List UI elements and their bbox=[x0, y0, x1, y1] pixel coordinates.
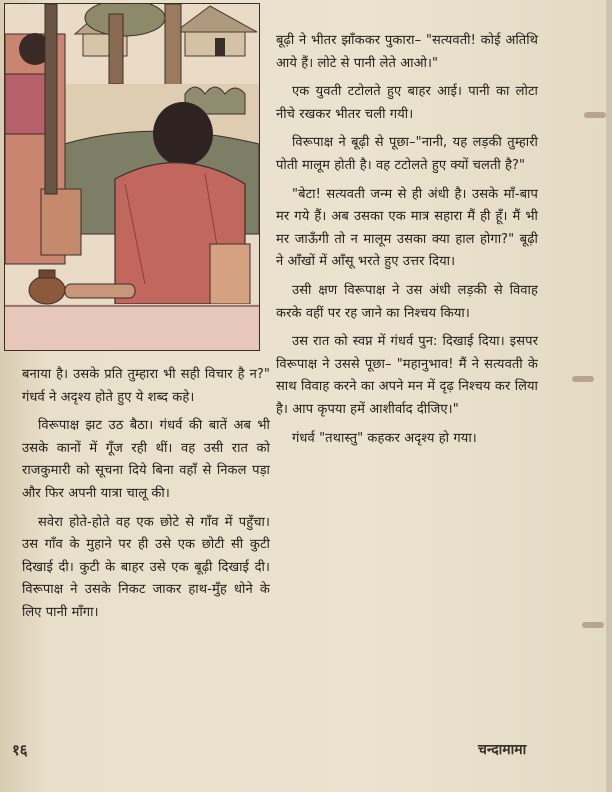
paragraph: उसी क्षण विरूपाक्ष ने उस अंधी लड़की से विवाह करके वहीं पर रह जाने का निश्चय किया। bbox=[276, 282, 538, 321]
magazine-name: चन्दामामा bbox=[478, 742, 527, 758]
illustration-art bbox=[5, 4, 259, 350]
binding-mark bbox=[572, 376, 594, 382]
paragraph: एक युवती टटोलते हुए बाहर आई। पानी का लोटा नीचे रखकर भीतर चली गयी। bbox=[276, 84, 538, 122]
binding-mark bbox=[584, 112, 606, 118]
paragraph: उस रात को स्वप्न में गंधर्व पुन: दिखाई दिया। इसपर विरूपाक्ष ने उससे पूछा– "महानुभाव! मैं ने सत्यवती के साथ विवाह करने का अपने मन में दृढ़ निश्चय कर लिया है। आप कृपया हमें आशीर्वाद दीजिए।" bbox=[276, 334, 538, 417]
paragraph: बनाया है। उसके प्रति तुम्हारा भी सही विचार है न?" गंधर्व ने अदृश्य होते हुए ये शब्द कहे। bbox=[22, 367, 270, 405]
page-number: १६ bbox=[12, 741, 28, 759]
story-illustration bbox=[4, 3, 260, 351]
paragraph: विरूपाक्ष झट उठ बैठा। गंधर्व की बातें अब भी उसके कानों में गूँज रही थीं। वह उसी रात को राजकुमारी को सूचना दिये बिना वहाँ से निकल पड़ा और फिर अपनी यात्रा चालू की। bbox=[22, 418, 270, 501]
binding-mark bbox=[582, 622, 604, 628]
paragraph: गंधर्व "तथास्तु" कहकर अदृश्य हो गया। bbox=[292, 430, 477, 446]
paragraph: विरूपाक्ष ने बूढ़ी से पूछा–"नानी, यह लड़की तुम्हारी पोती मालूम होती है। वह टटोलते हुए क्यों चलती है?" bbox=[276, 135, 538, 173]
right-text-column bbox=[276, 30, 538, 456]
left-text-column bbox=[22, 364, 270, 631]
page-edge bbox=[606, 0, 612, 792]
paragraph: सवेरा होते-होते वह एक छोटे से गाँव में पहुँचा। उस गाँव के मुहाने पर ही उसे एक छोटी सी कुटी दिखाई दी। कुटी के बाहर उसे एक बूढ़ी दिखाई दी। विरूपाक्ष ने उसके निकट जाकर हाथ-मुँह धोने के लिए पानी माँगा। bbox=[22, 514, 270, 620]
paragraph: बूढ़ी ने भीतर झाँककर पुकारा– "सत्यवती! कोई अतिथि आये हैं। लोटे से पानी लेते आओ।" bbox=[276, 33, 538, 71]
paragraph: "बेटा! सत्यवती जन्म से ही अंधी है। उसके माँ-बाप मर गये हैं। अब उसका एक मात्र सहारा मैं ही हूँ। मैं भी मर जाऊँगी तो न मालूम उसका क्या हाल होगा?" बूढ़ी ने आँखों में आँसू भरते हुए उत्तर दिया। bbox=[276, 186, 538, 270]
